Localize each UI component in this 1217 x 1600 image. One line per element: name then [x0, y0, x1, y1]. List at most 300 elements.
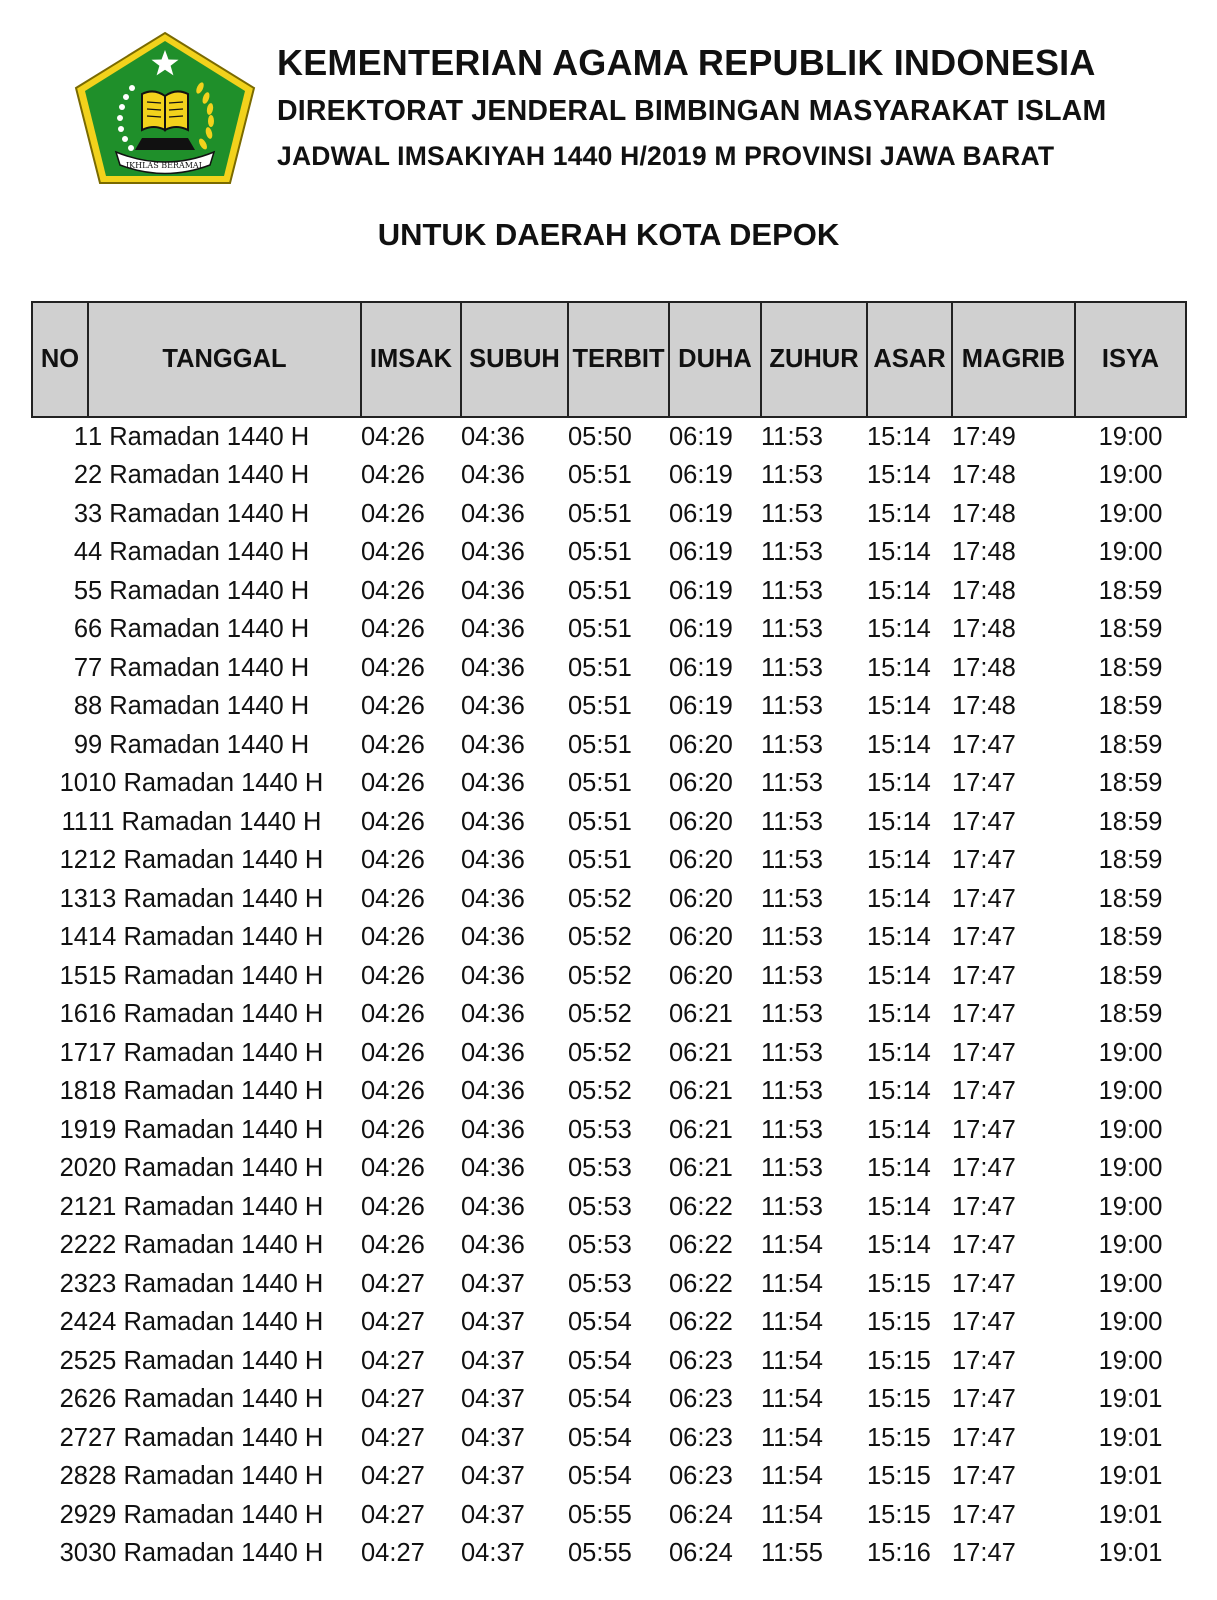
cell-zuhur: 11:53 — [761, 769, 823, 798]
table-row — [32, 688, 1186, 727]
header-ministry: KEMENTERIAN AGAMA REPUBLIK INDONESIA — [277, 42, 1096, 83]
cell-asar: 15:14 — [867, 1038, 931, 1067]
cell-no: 30 — [59, 1539, 88, 1568]
cell-zuhur: 11:53 — [761, 422, 823, 451]
cell-asar: 15:15 — [867, 1308, 931, 1337]
cell-duha: 06:20 — [669, 769, 733, 798]
cell-asar: 15:14 — [867, 1000, 931, 1029]
table-row — [32, 880, 1186, 919]
cell-imsak: 04:26 — [361, 807, 425, 836]
col-header-subuh: SUBUH — [461, 302, 568, 417]
cell-asar: 15:14 — [867, 1154, 931, 1183]
cell-tanggal: 14 Ramadan 1440 H — [88, 923, 324, 952]
cell-duha: 06:22 — [669, 1192, 733, 1221]
cell-subuh: 04:37 — [461, 1423, 525, 1452]
cell-terbit: 05:51 — [568, 769, 632, 798]
cell-zuhur: 11:53 — [761, 730, 823, 759]
col-header-zuhur: ZUHUR — [761, 302, 867, 417]
table-row — [32, 1073, 1186, 1112]
cell-asar: 15:14 — [867, 538, 931, 567]
cell-duha: 06:20 — [669, 961, 733, 990]
cell-terbit: 05:53 — [568, 1231, 632, 1260]
cell-isya: 19:00 — [1098, 1154, 1163, 1183]
cell-magrib: 17:48 — [952, 615, 1016, 644]
cell-duha: 06:24 — [669, 1539, 733, 1568]
cell-isya: 18:59 — [1098, 576, 1163, 605]
cell-magrib: 17:48 — [952, 692, 1016, 721]
col-header-imsak: IMSAK — [361, 302, 461, 417]
cell-duha: 06:21 — [669, 1115, 733, 1144]
cell-subuh: 04:37 — [461, 1539, 525, 1568]
cell-asar: 15:14 — [867, 884, 931, 913]
cell-duha: 06:20 — [669, 807, 733, 836]
cell-imsak: 04:27 — [361, 1423, 425, 1452]
cell-imsak: 04:26 — [361, 499, 425, 528]
cell-zuhur: 11:53 — [761, 1077, 823, 1106]
cell-zuhur: 11:53 — [761, 923, 823, 952]
cell-tanggal: 24 Ramadan 1440 H — [88, 1308, 324, 1337]
cell-no: 27 — [59, 1423, 88, 1452]
cell-terbit: 05:52 — [568, 1077, 632, 1106]
cell-magrib: 17:47 — [952, 846, 1016, 875]
cell-isya: 19:00 — [1098, 1346, 1163, 1375]
cell-tanggal: 15 Ramadan 1440 H — [88, 961, 324, 990]
cell-isya: 18:59 — [1098, 807, 1163, 836]
cell-magrib: 17:47 — [952, 1346, 1016, 1375]
cell-tanggal: 6 Ramadan 1440 H — [88, 615, 310, 644]
cell-magrib: 17:47 — [952, 1269, 1016, 1298]
table-row — [32, 1265, 1186, 1304]
cell-duha: 06:21 — [669, 1154, 733, 1183]
cell-imsak: 04:26 — [361, 422, 425, 451]
cell-asar: 15:14 — [867, 1077, 931, 1106]
cell-asar: 15:14 — [867, 1115, 931, 1144]
cell-isya: 19:01 — [1098, 1423, 1163, 1452]
cell-terbit: 05:52 — [568, 923, 632, 952]
cell-no: 8 — [73, 692, 88, 721]
col-header-asar: ASAR — [867, 302, 952, 417]
cell-asar: 15:14 — [867, 499, 931, 528]
cell-isya: 18:59 — [1098, 961, 1163, 990]
cell-isya: 18:59 — [1098, 884, 1163, 913]
cell-magrib: 17:47 — [952, 1423, 1016, 1452]
cell-no: 16 — [59, 1000, 88, 1029]
cell-subuh: 04:36 — [461, 846, 525, 875]
cell-zuhur: 11:54 — [761, 1423, 823, 1452]
cell-duha: 06:23 — [669, 1346, 733, 1375]
col-header-terbit: TERBIT — [568, 302, 669, 417]
table-row — [32, 996, 1186, 1035]
cell-tanggal: 26 Ramadan 1440 H — [88, 1385, 324, 1414]
cell-subuh: 04:36 — [461, 730, 525, 759]
cell-imsak: 04:26 — [361, 461, 425, 490]
cell-isya: 19:01 — [1098, 1385, 1163, 1414]
cell-zuhur: 11:54 — [761, 1308, 823, 1337]
cell-isya: 19:00 — [1098, 1115, 1163, 1144]
cell-isya: 19:00 — [1098, 1308, 1163, 1337]
cell-terbit: 05:51 — [568, 499, 632, 528]
cell-magrib: 17:48 — [952, 461, 1016, 490]
cell-duha: 06:19 — [669, 461, 733, 490]
table-row — [32, 1304, 1186, 1343]
table-row — [32, 919, 1186, 958]
table-row — [32, 1381, 1186, 1420]
table-row — [32, 417, 1186, 457]
cell-imsak: 04:26 — [361, 1038, 425, 1067]
cell-terbit: 05:51 — [568, 576, 632, 605]
cell-terbit: 05:51 — [568, 846, 632, 875]
cell-asar: 15:14 — [867, 1231, 931, 1260]
cell-terbit: 05:51 — [568, 538, 632, 567]
cell-no: 10 — [59, 769, 88, 798]
table-row — [32, 1342, 1186, 1381]
cell-isya: 18:59 — [1098, 1000, 1163, 1029]
cell-zuhur: 11:54 — [761, 1269, 823, 1298]
cell-duha: 06:20 — [669, 846, 733, 875]
cell-imsak: 04:26 — [361, 538, 425, 567]
cell-terbit: 05:55 — [568, 1539, 632, 1568]
cell-zuhur: 11:53 — [761, 499, 823, 528]
cell-terbit: 05:52 — [568, 1038, 632, 1067]
cell-duha: 06:19 — [669, 576, 733, 605]
cell-asar: 15:15 — [867, 1269, 931, 1298]
cell-no: 15 — [59, 961, 88, 990]
cell-terbit: 05:54 — [568, 1308, 632, 1337]
cell-imsak: 04:27 — [361, 1269, 425, 1298]
table-row — [32, 842, 1186, 881]
cell-duha: 06:19 — [669, 499, 733, 528]
cell-duha: 06:21 — [669, 1038, 733, 1067]
cell-subuh: 04:37 — [461, 1269, 525, 1298]
cell-tanggal: 5 Ramadan 1440 H — [88, 576, 310, 605]
cell-magrib: 17:47 — [952, 1231, 1016, 1260]
cell-subuh: 04:36 — [461, 1154, 525, 1183]
cell-subuh: 04:36 — [461, 576, 525, 605]
cell-zuhur: 11:53 — [761, 884, 823, 913]
table-row — [32, 957, 1186, 996]
cell-subuh: 04:36 — [461, 769, 525, 798]
table-row — [32, 1227, 1186, 1266]
region-subtitle: UNTUK DAERAH KOTA DEPOK — [377, 217, 840, 252]
cell-terbit: 05:51 — [568, 615, 632, 644]
cell-no: 24 — [59, 1308, 88, 1337]
cell-magrib: 17:47 — [952, 769, 1016, 798]
cell-tanggal: 17 Ramadan 1440 H — [88, 1038, 324, 1067]
cell-asar: 15:14 — [867, 769, 931, 798]
cell-subuh: 04:36 — [461, 1115, 525, 1144]
cell-duha: 06:22 — [669, 1231, 733, 1260]
cell-no: 12 — [59, 846, 88, 875]
cell-imsak: 04:27 — [361, 1539, 425, 1568]
cell-subuh: 04:36 — [461, 1000, 525, 1029]
cell-subuh: 04:37 — [461, 1500, 525, 1529]
cell-magrib: 17:48 — [952, 576, 1016, 605]
cell-zuhur: 11:54 — [761, 1385, 823, 1414]
cell-imsak: 04:26 — [361, 1077, 425, 1106]
table-row — [32, 649, 1186, 688]
cell-asar: 15:14 — [867, 1192, 931, 1221]
cell-duha: 06:23 — [669, 1462, 733, 1491]
table-row — [32, 572, 1186, 611]
table-row — [32, 1535, 1186, 1574]
table-row — [32, 611, 1186, 650]
cell-duha: 06:22 — [669, 1269, 733, 1298]
cell-imsak: 04:26 — [361, 769, 425, 798]
cell-duha: 06:19 — [669, 422, 733, 451]
cell-subuh: 04:37 — [461, 1462, 525, 1491]
cell-subuh: 04:36 — [461, 807, 525, 836]
table-body — [32, 417, 1186, 1573]
col-header-duha: DUHA — [669, 302, 761, 417]
cell-asar: 15:14 — [867, 422, 931, 451]
cell-no: 26 — [59, 1385, 88, 1414]
cell-magrib: 17:47 — [952, 1539, 1016, 1568]
cell-terbit: 05:52 — [568, 961, 632, 990]
cell-imsak: 04:26 — [361, 846, 425, 875]
cell-tanggal: 29 Ramadan 1440 H — [88, 1500, 324, 1529]
cell-zuhur: 11:53 — [761, 807, 823, 836]
cell-no: 5 — [73, 576, 88, 605]
cell-asar: 15:14 — [867, 461, 931, 490]
cell-magrib: 17:47 — [952, 1154, 1016, 1183]
table-row — [32, 1188, 1186, 1227]
cell-isya: 18:59 — [1098, 692, 1163, 721]
cell-tanggal: 16 Ramadan 1440 H — [88, 1000, 324, 1029]
cell-zuhur: 11:53 — [761, 692, 823, 721]
cell-duha: 06:19 — [669, 653, 733, 682]
cell-duha: 06:24 — [669, 1500, 733, 1529]
cell-magrib: 17:47 — [952, 1385, 1016, 1414]
cell-asar: 15:16 — [867, 1539, 931, 1568]
cell-subuh: 04:37 — [461, 1308, 525, 1337]
cell-terbit: 05:51 — [568, 653, 632, 682]
cell-isya: 19:00 — [1098, 538, 1163, 567]
cell-magrib: 17:47 — [952, 923, 1016, 952]
cell-asar: 15:15 — [867, 1462, 931, 1491]
col-header-tanggal: TANGGAL — [88, 302, 361, 417]
cell-imsak: 04:26 — [361, 1115, 425, 1144]
cell-zuhur: 11:53 — [761, 1000, 823, 1029]
cell-subuh: 04:36 — [461, 1231, 525, 1260]
cell-magrib: 17:49 — [952, 422, 1016, 451]
cell-zuhur: 11:55 — [761, 1539, 823, 1568]
cell-zuhur: 11:53 — [761, 615, 823, 644]
cell-tanggal: 28 Ramadan 1440 H — [88, 1462, 324, 1491]
cell-subuh: 04:36 — [461, 538, 525, 567]
table-row — [32, 457, 1186, 496]
cell-isya: 18:59 — [1098, 769, 1163, 798]
cell-zuhur: 11:53 — [761, 1192, 823, 1221]
cell-tanggal: 10 Ramadan 1440 H — [88, 769, 324, 798]
cell-terbit: 05:54 — [568, 1346, 632, 1375]
cell-subuh: 04:36 — [461, 615, 525, 644]
cell-duha: 06:20 — [669, 923, 733, 952]
cell-zuhur: 11:53 — [761, 1038, 823, 1067]
cell-asar: 15:14 — [867, 653, 931, 682]
col-header-magrib: MAGRIB — [952, 302, 1075, 417]
cell-tanggal: 11 Ramadan 1440 H — [88, 807, 322, 836]
cell-isya: 18:59 — [1098, 923, 1163, 952]
cell-no: 25 — [59, 1346, 88, 1375]
cell-no: 18 — [59, 1077, 88, 1106]
cell-imsak: 04:26 — [361, 615, 425, 644]
cell-subuh: 04:36 — [461, 923, 525, 952]
cell-terbit: 05:51 — [568, 461, 632, 490]
cell-isya: 19:00 — [1098, 1269, 1163, 1298]
cell-imsak: 04:26 — [361, 1231, 425, 1260]
cell-terbit: 05:50 — [568, 422, 632, 451]
col-header-no: NO — [32, 302, 88, 417]
cell-isya: 19:01 — [1098, 1500, 1163, 1529]
table-header-row — [32, 302, 1186, 417]
cell-zuhur: 11:54 — [761, 1231, 823, 1260]
table-row — [32, 1150, 1186, 1189]
cell-magrib: 17:47 — [952, 1192, 1016, 1221]
cell-terbit: 05:53 — [568, 1192, 632, 1221]
cell-asar: 15:14 — [867, 615, 931, 644]
cell-magrib: 17:48 — [952, 538, 1016, 567]
cell-asar: 15:14 — [867, 576, 931, 605]
cell-tanggal: 19 Ramadan 1440 H — [88, 1115, 324, 1144]
cell-subuh: 04:37 — [461, 1346, 525, 1375]
cell-imsak: 04:26 — [361, 576, 425, 605]
cell-duha: 06:22 — [669, 1308, 733, 1337]
cell-zuhur: 11:54 — [761, 1500, 823, 1529]
cell-zuhur: 11:53 — [761, 576, 823, 605]
cell-tanggal: 1 Ramadan 1440 H — [88, 422, 310, 451]
cell-duha: 06:20 — [669, 730, 733, 759]
cell-imsak: 04:26 — [361, 1154, 425, 1183]
cell-no: 14 — [59, 923, 88, 952]
cell-asar: 15:15 — [867, 1500, 931, 1529]
logo-motto: IKHLAS BERAMAL — [125, 161, 205, 170]
cell-imsak: 04:27 — [361, 1462, 425, 1491]
cell-terbit: 05:53 — [568, 1154, 632, 1183]
cell-imsak: 04:26 — [361, 961, 425, 990]
cell-isya: 18:59 — [1098, 730, 1163, 759]
cell-tanggal: 13 Ramadan 1440 H — [88, 884, 324, 913]
cell-no: 21 — [59, 1192, 88, 1221]
cell-imsak: 04:26 — [361, 1192, 425, 1221]
cell-magrib: 17:47 — [952, 884, 1016, 913]
header-directorate: DIREKTORAT JENDERAL BIMBINGAN MASYARAKAT ISLAM — [277, 95, 1107, 127]
cell-zuhur: 11:53 — [761, 846, 823, 875]
table-row — [32, 1034, 1186, 1073]
cell-imsak: 04:26 — [361, 1000, 425, 1029]
cell-imsak: 04:26 — [361, 730, 425, 759]
cell-no: 22 — [59, 1231, 88, 1260]
cell-isya: 19:00 — [1098, 1192, 1163, 1221]
cell-tanggal: 8 Ramadan 1440 H — [88, 692, 310, 721]
col-header-isya: ISYA — [1075, 302, 1186, 417]
cell-magrib: 17:47 — [952, 1000, 1016, 1029]
cell-isya: 18:59 — [1098, 615, 1163, 644]
cell-subuh: 04:36 — [461, 1038, 525, 1067]
cell-isya: 18:59 — [1098, 653, 1163, 682]
cell-tanggal: 4 Ramadan 1440 H — [88, 538, 310, 567]
cell-terbit: 05:54 — [568, 1462, 632, 1491]
cell-subuh: 04:37 — [461, 1385, 525, 1414]
table-row — [32, 1458, 1186, 1497]
table-row — [32, 726, 1186, 765]
cell-tanggal: 12 Ramadan 1440 H — [88, 846, 324, 875]
cell-duha: 06:20 — [669, 884, 733, 913]
cell-tanggal: 25 Ramadan 1440 H — [88, 1346, 324, 1375]
cell-subuh: 04:36 — [461, 692, 525, 721]
cell-no: 17 — [59, 1038, 88, 1067]
cell-asar: 15:15 — [867, 1423, 931, 1452]
cell-subuh: 04:36 — [461, 1077, 525, 1106]
cell-magrib: 17:47 — [952, 1077, 1016, 1106]
cell-magrib: 17:48 — [952, 653, 1016, 682]
cell-zuhur: 11:53 — [761, 461, 823, 490]
cell-no: 4 — [73, 538, 88, 567]
cell-no: 23 — [59, 1269, 88, 1298]
cell-no: 11 — [61, 807, 88, 836]
cell-imsak: 04:26 — [361, 884, 425, 913]
table-row — [32, 803, 1186, 842]
cell-subuh: 04:36 — [461, 961, 525, 990]
cell-zuhur: 11:53 — [761, 1115, 823, 1144]
cell-asar: 15:14 — [867, 807, 931, 836]
cell-subuh: 04:36 — [461, 499, 525, 528]
cell-subuh: 04:36 — [461, 884, 525, 913]
cell-no: 6 — [73, 615, 88, 644]
cell-tanggal: 22 Ramadan 1440 H — [88, 1231, 324, 1260]
ministry-logo — [72, 30, 258, 186]
cell-duha: 06:19 — [669, 692, 733, 721]
table-row — [32, 1111, 1186, 1150]
cell-duha: 06:19 — [669, 615, 733, 644]
cell-asar: 15:14 — [867, 961, 931, 990]
cell-tanggal: 7 Ramadan 1440 H — [88, 653, 310, 682]
cell-imsak: 04:27 — [361, 1346, 425, 1375]
cell-imsak: 04:27 — [361, 1500, 425, 1529]
cell-zuhur: 11:54 — [761, 1462, 823, 1491]
cell-magrib: 17:47 — [952, 1308, 1016, 1337]
cell-zuhur: 11:53 — [761, 653, 823, 682]
cell-zuhur: 11:53 — [761, 1154, 823, 1183]
cell-isya: 19:00 — [1098, 1077, 1163, 1106]
cell-asar: 15:15 — [867, 1346, 931, 1375]
cell-subuh: 04:36 — [461, 653, 525, 682]
cell-terbit: 05:51 — [568, 807, 632, 836]
cell-no: 13 — [59, 884, 88, 913]
cell-magrib: 17:48 — [952, 499, 1016, 528]
header-schedule-title: JADWAL IMSAKIYAH 1440 H/2019 M PROVINSI JAWA BARAT — [277, 141, 1055, 171]
cell-tanggal: 27 Ramadan 1440 H — [88, 1423, 324, 1452]
cell-terbit: 05:55 — [568, 1500, 632, 1529]
cell-no: 1 — [73, 422, 88, 451]
cell-no: 29 — [59, 1500, 88, 1529]
cell-duha: 06:23 — [669, 1385, 733, 1414]
cell-terbit: 05:54 — [568, 1385, 632, 1414]
cell-asar: 15:14 — [867, 923, 931, 952]
cell-imsak: 04:26 — [361, 692, 425, 721]
cell-magrib: 17:47 — [952, 1462, 1016, 1491]
cell-subuh: 04:36 — [461, 1192, 525, 1221]
cell-asar: 15:14 — [867, 846, 931, 875]
cell-terbit: 05:52 — [568, 1000, 632, 1029]
cell-tanggal: 20 Ramadan 1440 H — [88, 1154, 324, 1183]
table-row — [32, 1419, 1186, 1458]
cell-isya: 19:00 — [1098, 461, 1163, 490]
cell-isya: 19:01 — [1098, 1462, 1163, 1491]
table-row — [32, 534, 1186, 573]
cell-imsak: 04:27 — [361, 1308, 425, 1337]
cell-isya: 19:00 — [1098, 422, 1163, 451]
cell-no: 20 — [59, 1154, 88, 1183]
